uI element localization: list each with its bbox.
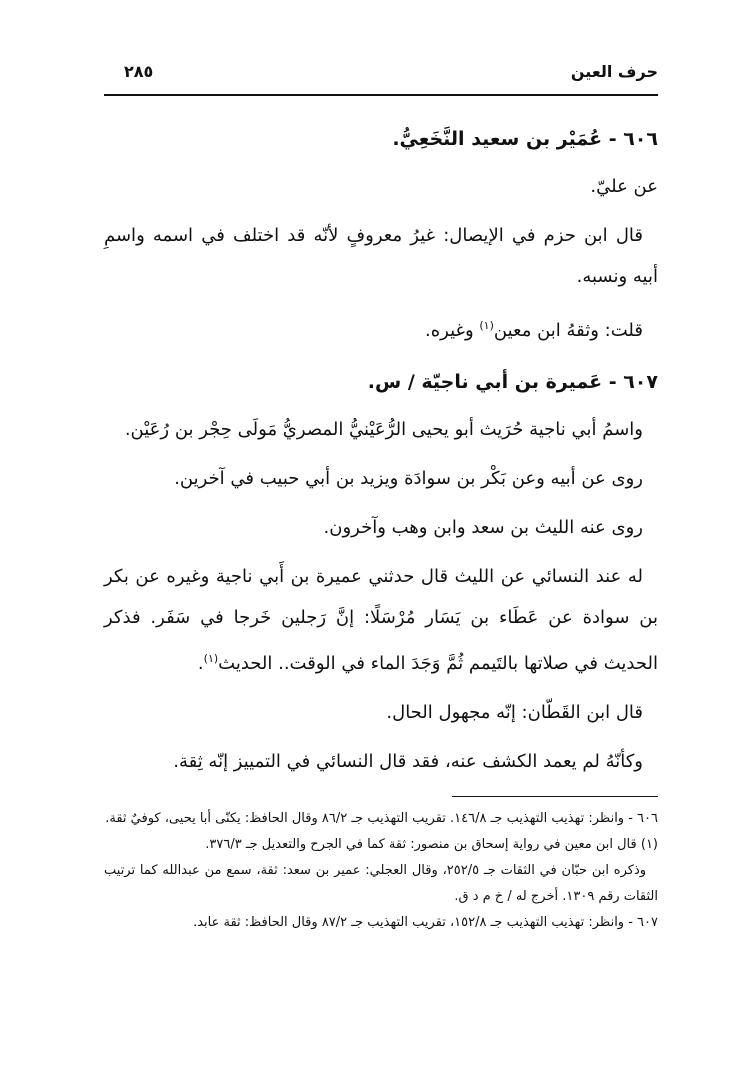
entry-606-note-text: قلت: وثقهُ ابن معين [493, 320, 643, 341]
footnote-ref-2[interactable]: (١) [203, 652, 219, 665]
footnote-607: ٦٠٧ - وانظر: تهذيب التهذيب جـ ١٥٢/٨، تقريب التهذيب جـ ٨٧/٢ وقال الحافظ: ثقة عابد. [193, 915, 658, 930]
entry-607-hadith-tail: . [197, 653, 204, 674]
entry-606-note-tail: وغيره. [425, 320, 480, 341]
entry-607-name: واسمُ أبي ناجية حُرَيث أبو يحيى الرُّعَيْنيُّ المصريُّ مَولَى حِجْر بن رُعَيْن. [124, 419, 643, 440]
footnote-1-continued: وذكره ابن حبّان في الثقات جـ ٢٥٢/٥، وقال العجلي: عمير بن سعد: ثقة، سمع من عبدالله كما ترتيب الثقات رقم ١٣٠٩. أخرج له / خ م د ق. [104, 863, 658, 904]
entry-607-ibn-qattan: قال ابن القَطّان: إنّه مجهول الحال. [386, 702, 643, 723]
entry-606-heading: ٦٠٦ - عُمَيْر بن سعيد النَّخَعِيُّ. [392, 128, 658, 150]
entry-607-conclusion: وكأنّهُ لم يعمد الكشف عنه، فقد قال النسائي في التمييز إنّه ثِقة. [173, 751, 643, 772]
entry-607-narrated-from: روى عن أبيه وعن بَكْر بن سوادَة ويزيد بن أبي حبيب في آخرين. [174, 468, 643, 489]
footnote-606: ٦٠٦ - وانظر: تهذيب التهذيب جـ ١٤٦/٨. تقريب التهذيب جـ ٨٦/٢ وقال الحافظ: يكنّى أبا يحيى، كوفيٌ ثقة. [105, 811, 658, 826]
entry-607-narrated-by: روى عنه الليث بن سعد وابن وهب وآخرون. [323, 517, 643, 538]
entry-606-note [104, 305, 658, 351]
entry-607-heading: ٦٠٧ - عَميرة بن أبي ناجيّة / س. [367, 371, 658, 393]
footnote-1: (١) قال ابن معين في رواية إسحاق بن منصور: ثقة كما في الجرح والتعديل جـ ٣٧٦/٣. [205, 837, 658, 852]
entry-606-ibn-hazm: قال ابن حزم في الإيصال: غيرُ معروفٍ لأنّه قد اختلف في اسمه واسمِ أبيه ونسبه. [104, 225, 658, 287]
entry-607-hadith-text: له عند النسائي عن الليث قال حدثني عميرة بن أَبي ناجية وغيره عن بكر بن سوادة عن عَطَاء بن يَسَار مُرْسَلًا: إنَّ رَجلين خَرجا في سَفَر. فذكر الحديث في صلاتها بالتَيمم ثُمَّ وَجَدَ الماء في الوقت.. الحديث [104, 566, 658, 674]
footnotes [104, 806, 658, 936]
footnote-divider [452, 796, 658, 797]
entry-606-narrated-from: عن عليّ. [590, 176, 658, 197]
page-header [104, 58, 658, 96]
main-text [104, 116, 658, 790]
chapter-title: حرف العين [570, 62, 658, 81]
page-number: ٢٨٥ [124, 62, 154, 81]
entry-607-hadith [104, 556, 658, 684]
footnote-ref-1[interactable]: (١) [479, 319, 494, 332]
